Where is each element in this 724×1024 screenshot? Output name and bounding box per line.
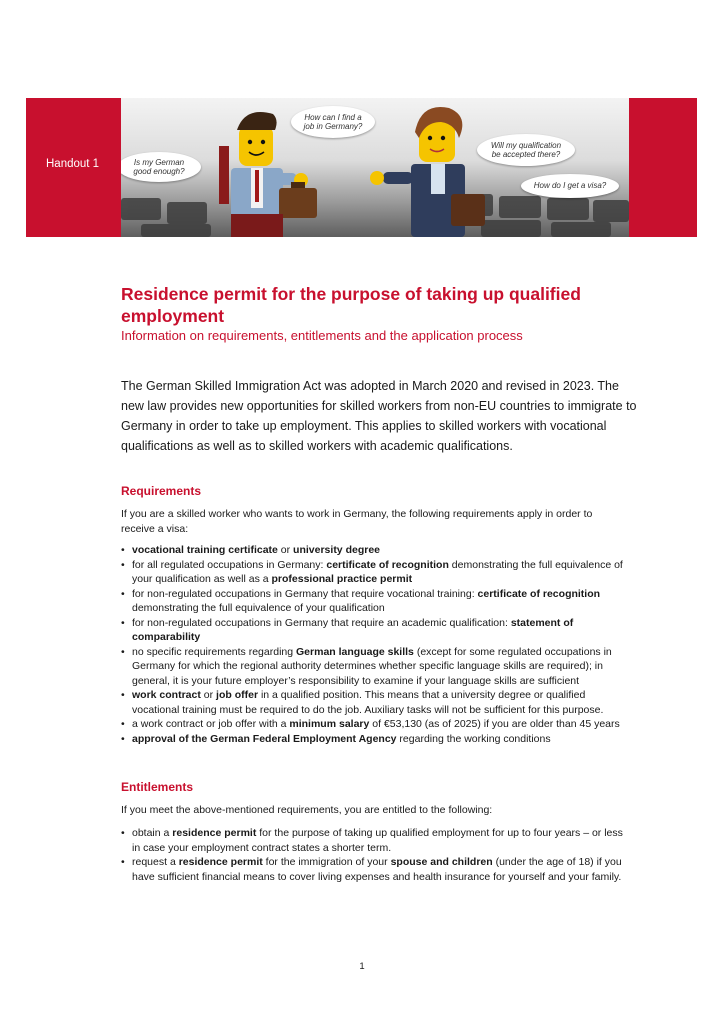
requirements-list xyxy=(121,543,631,746)
banner-left-panel xyxy=(26,98,121,237)
page-number: 1 xyxy=(359,961,365,972)
list-item: • no specific requirements regarding German language skills (except for some regulated occupations in Germany for which the regional authority determines whether specific language skills are required); in general, it is your future employer’s responsibility to examine if your language skills are sufficient xyxy=(121,645,631,689)
list-item: • obtain a residence permit for the purpose of taking up qualified employment for up to four years – or less in case your employment contract states a shorter term. xyxy=(121,826,631,855)
list-item: • vocational training certificate or university degree xyxy=(121,543,631,558)
requirements-lead: If you are a skilled worker who wants to work in Germany, the following requirements apply in order to receive a visa: xyxy=(121,508,593,535)
list-item: • for non-regulated occupations in Germany that require vocational training: certificate of recognition demonstrating the full equivalence of your qualification xyxy=(121,587,631,616)
entitlements-lead: If you meet the above-mentioned requirements, you are entitled to the following: xyxy=(121,804,493,816)
list-item: • work contract or job offer in a qualified position. This means that a university degree or qualified vocational training must be required to do the job. Auxiliary tasks will not be sufficient for this purpose. xyxy=(121,688,631,717)
page-subtitle: Information on requirements, entitlements and the application process xyxy=(121,328,523,343)
banner-right-panel xyxy=(629,98,697,237)
list-item: • a work contract or job offer with a minimum salary of €53,130 (as of 2025) if you are older than 45 years xyxy=(121,717,631,732)
list-item: • for all regulated occupations in Germany: certificate of recognition demonstrating the full equivalence of your qualification as well as a professional practice permit xyxy=(121,558,631,587)
banner-photo xyxy=(121,98,629,237)
intro-paragraph: The German Skilled Immigration Act was adopted in March 2020 and revised in 2023. The new law provides new opportunities for skilled workers from non-EU countries to immigrate to Germany in order to take up employment. This applies to skilled workers with vocational qualifications as well as to skilled workers with academic qualifications. xyxy=(121,379,637,453)
speech-bubble: How do I get a visa? xyxy=(521,174,619,198)
list-item: • request a residence permit for the immigration of your spouse and children (under the age of 18) if you have sufficient financial means to cover living expenses and health insurance for yourself and your family. xyxy=(121,855,631,884)
page-title: Residence permit for the purpose of taking up qualified employment xyxy=(121,284,581,326)
list-item: • for non-regulated occupations in Germany that require an academic qualification: statement of comparability xyxy=(121,616,631,645)
speech-bubble: Is my German good enough? xyxy=(121,152,201,182)
speech-bubble: How can I find a job in Germany? xyxy=(291,106,375,138)
list-item: • approval of the German Federal Employment Agency regarding the working conditions xyxy=(121,732,631,747)
handout-label: Handout 1 xyxy=(46,158,100,170)
requirements-heading: Requirements xyxy=(121,484,202,498)
entitlements-heading: Entitlements xyxy=(121,780,194,794)
entitlements-list xyxy=(121,826,631,884)
speech-bubble: Will my qualification be accepted there? xyxy=(477,134,575,166)
